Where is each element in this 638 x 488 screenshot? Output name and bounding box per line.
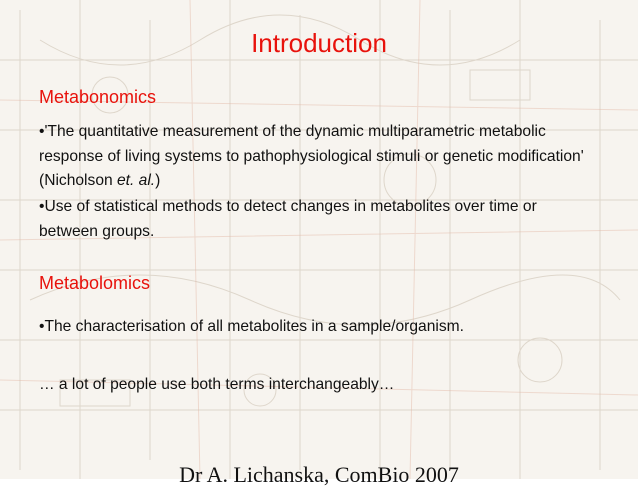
bullet-text-end: ): [155, 172, 161, 189]
terms-note: … a lot of people use both terms interchangeably…: [39, 376, 395, 393]
citation-italic: et. al.: [117, 172, 156, 189]
section-heading-metabonomics: Metabonomics: [39, 87, 157, 107]
bullet-statistical-methods: •Use of statistical methods to detect changes in metabolites over time or between groups.: [39, 198, 537, 240]
section-heading-metabolomics: Metabolomics: [39, 273, 151, 293]
slide-footer: Dr A. Lichanska, ComBio 2007: [179, 462, 459, 487]
bullet-text: •'The quantitative measurement of the dynamic multiparametric metabolic response of living systems to pathophysiological stimuli or genetic modification' (Nicholson: [39, 123, 584, 189]
bullet-metabonomics-definition: [39, 120, 599, 194]
slide-title: Introduction: [251, 28, 387, 58]
bullet-metabolomics-definition: •The characterisation of all metabolites in a sample/organism.: [39, 318, 464, 335]
